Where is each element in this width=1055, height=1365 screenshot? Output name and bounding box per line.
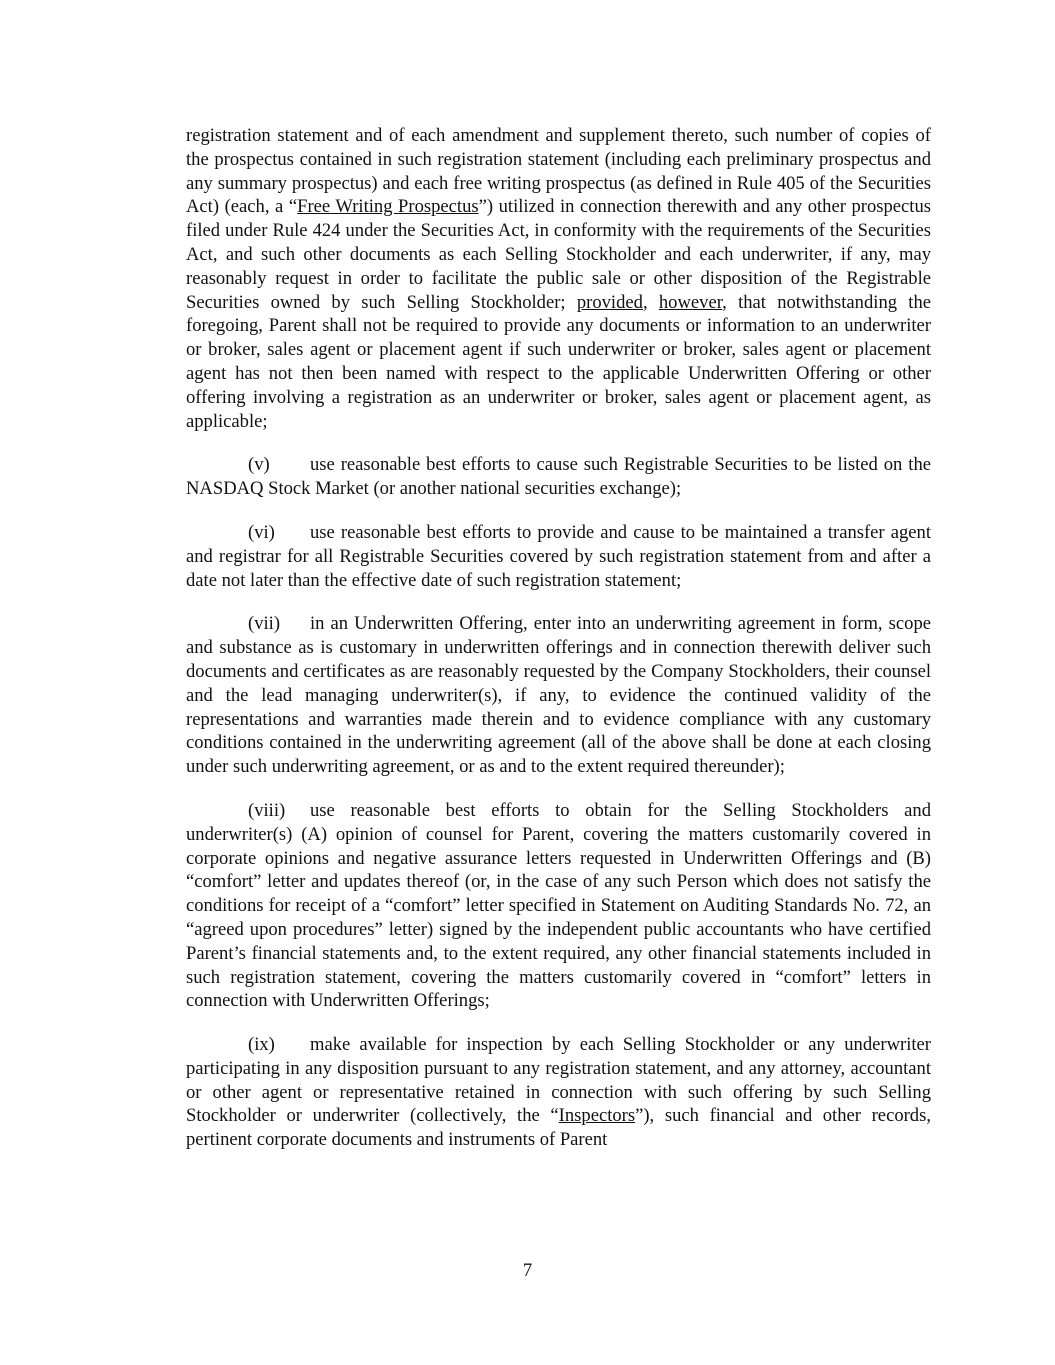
defined-term-free-writing-prospectus: Free Writing Prospectus [297, 196, 479, 218]
text: ”) utilized in connection therewith and any other prospectus filed under Rule 424 under the Securities Act, in conformity with the requirements of the Securities Act, and such other documents as each Selling Stockholder and each underwriter, if any, may reasonably request in order to facilitate the public sale or other disposition of the Registrable Securities owned by such Selling Stockholder; [186, 196, 932, 313]
continued-paragraph [186, 124, 931, 433]
clause-vii [186, 612, 931, 779]
clause-text: make available for inspection by each Selling Stockholder or any underwriter participating in any disposition pursuant to any registration statement, and any attorney, accountant or other agent or representative retained in connection with such offering by such Selling Stockholder or underwriter (collectively, the “ [186, 1034, 931, 1127]
clause-text: in an Underwritten Offering, enter into an underwriting agreement in form, scope and substance as is customary in underwritten offerings and in connection therewith deliver such documents and certificates as are reasonably requested by the Company Stockholders, their counsel and the lead managing underwriter(s), if any, to evidence the continued validity of the representations and warranties made therein and to evidence compliance with any customary conditions contained in the underwriting agreement (all of the above shall be done at each closing under such underwriting agreement, or as and to the extent required thereunder); [186, 613, 931, 778]
page-number: 7 [522, 1260, 533, 1281]
term-provided: provided [576, 291, 643, 313]
clause-text: use reasonable best efforts to obtain for the Selling Stockholders and underwriter(s) (A) opinion of counsel for Parent, covering the matters customarily covered in corporate opinions and negative assurance letters requested in Underwritten Offerings and (B) “comfort” letter and updates thereof (or, in the case of any such Person which does not satisfy the conditions for receipt of a “comfort” letter specified in Statement on Auditing Standards No. 72, an “agreed upon procedures” letter) signed by the independent public accountants who have certified Parent’s financial statements and, to the extent required, any other financial statements included in such registration statement, covering the matters customarily covered in “comfort” letters in connection with Underwritten Offerings; [186, 799, 931, 1012]
clause-ix [186, 1033, 931, 1152]
clause-text: use reasonable best efforts to cause such Registrable Securities to be listed on the NASDAQ Stock Market (or another national securities exchange); [186, 454, 931, 500]
term-however: however [658, 291, 723, 313]
clause-text: ”), such financial and other records, pertinent corporate documents and instruments of Parent [186, 1105, 931, 1151]
clause-number: (vi) [248, 521, 275, 543]
text: , that notwithstanding the foregoing, Parent shall not be required to provide any documents or information to an underwriter or broker, sales agent or placement agent if such underwriter or broker, sales agent or placement agent has not then been named with respect to the applicable Underwritten Offering or other offering involving a registration as an underwriter or broker, sales agent or placement agent, as applicable; [186, 291, 932, 432]
clause-viii [186, 799, 931, 1013]
text: , [642, 291, 659, 313]
clause-number: (vii) [248, 613, 281, 635]
text: registration statement and of each amendment and supplement thereto, such number of copies of the prospectus contained in such registration statement (including each preliminary prospectus and any summary prospectus) and each free writing prospectus (as defined in Rule 405 of the Securities Act) (each, a “ [186, 125, 931, 218]
clause-number: (v) [248, 454, 270, 476]
clause-vi [186, 521, 931, 592]
clause-text: use reasonable best efforts to provide and cause to be maintained a transfer agent and registrar for all Registrable Securities covered by such registration statement from and after a date not later than the effective date of such registration statement; [186, 521, 931, 591]
document-page [186, 124, 931, 1172]
clause-v [186, 453, 931, 501]
clause-number: (viii) [248, 799, 286, 821]
defined-term-inspectors: Inspectors [558, 1105, 636, 1127]
clause-number: (ix) [248, 1034, 275, 1056]
